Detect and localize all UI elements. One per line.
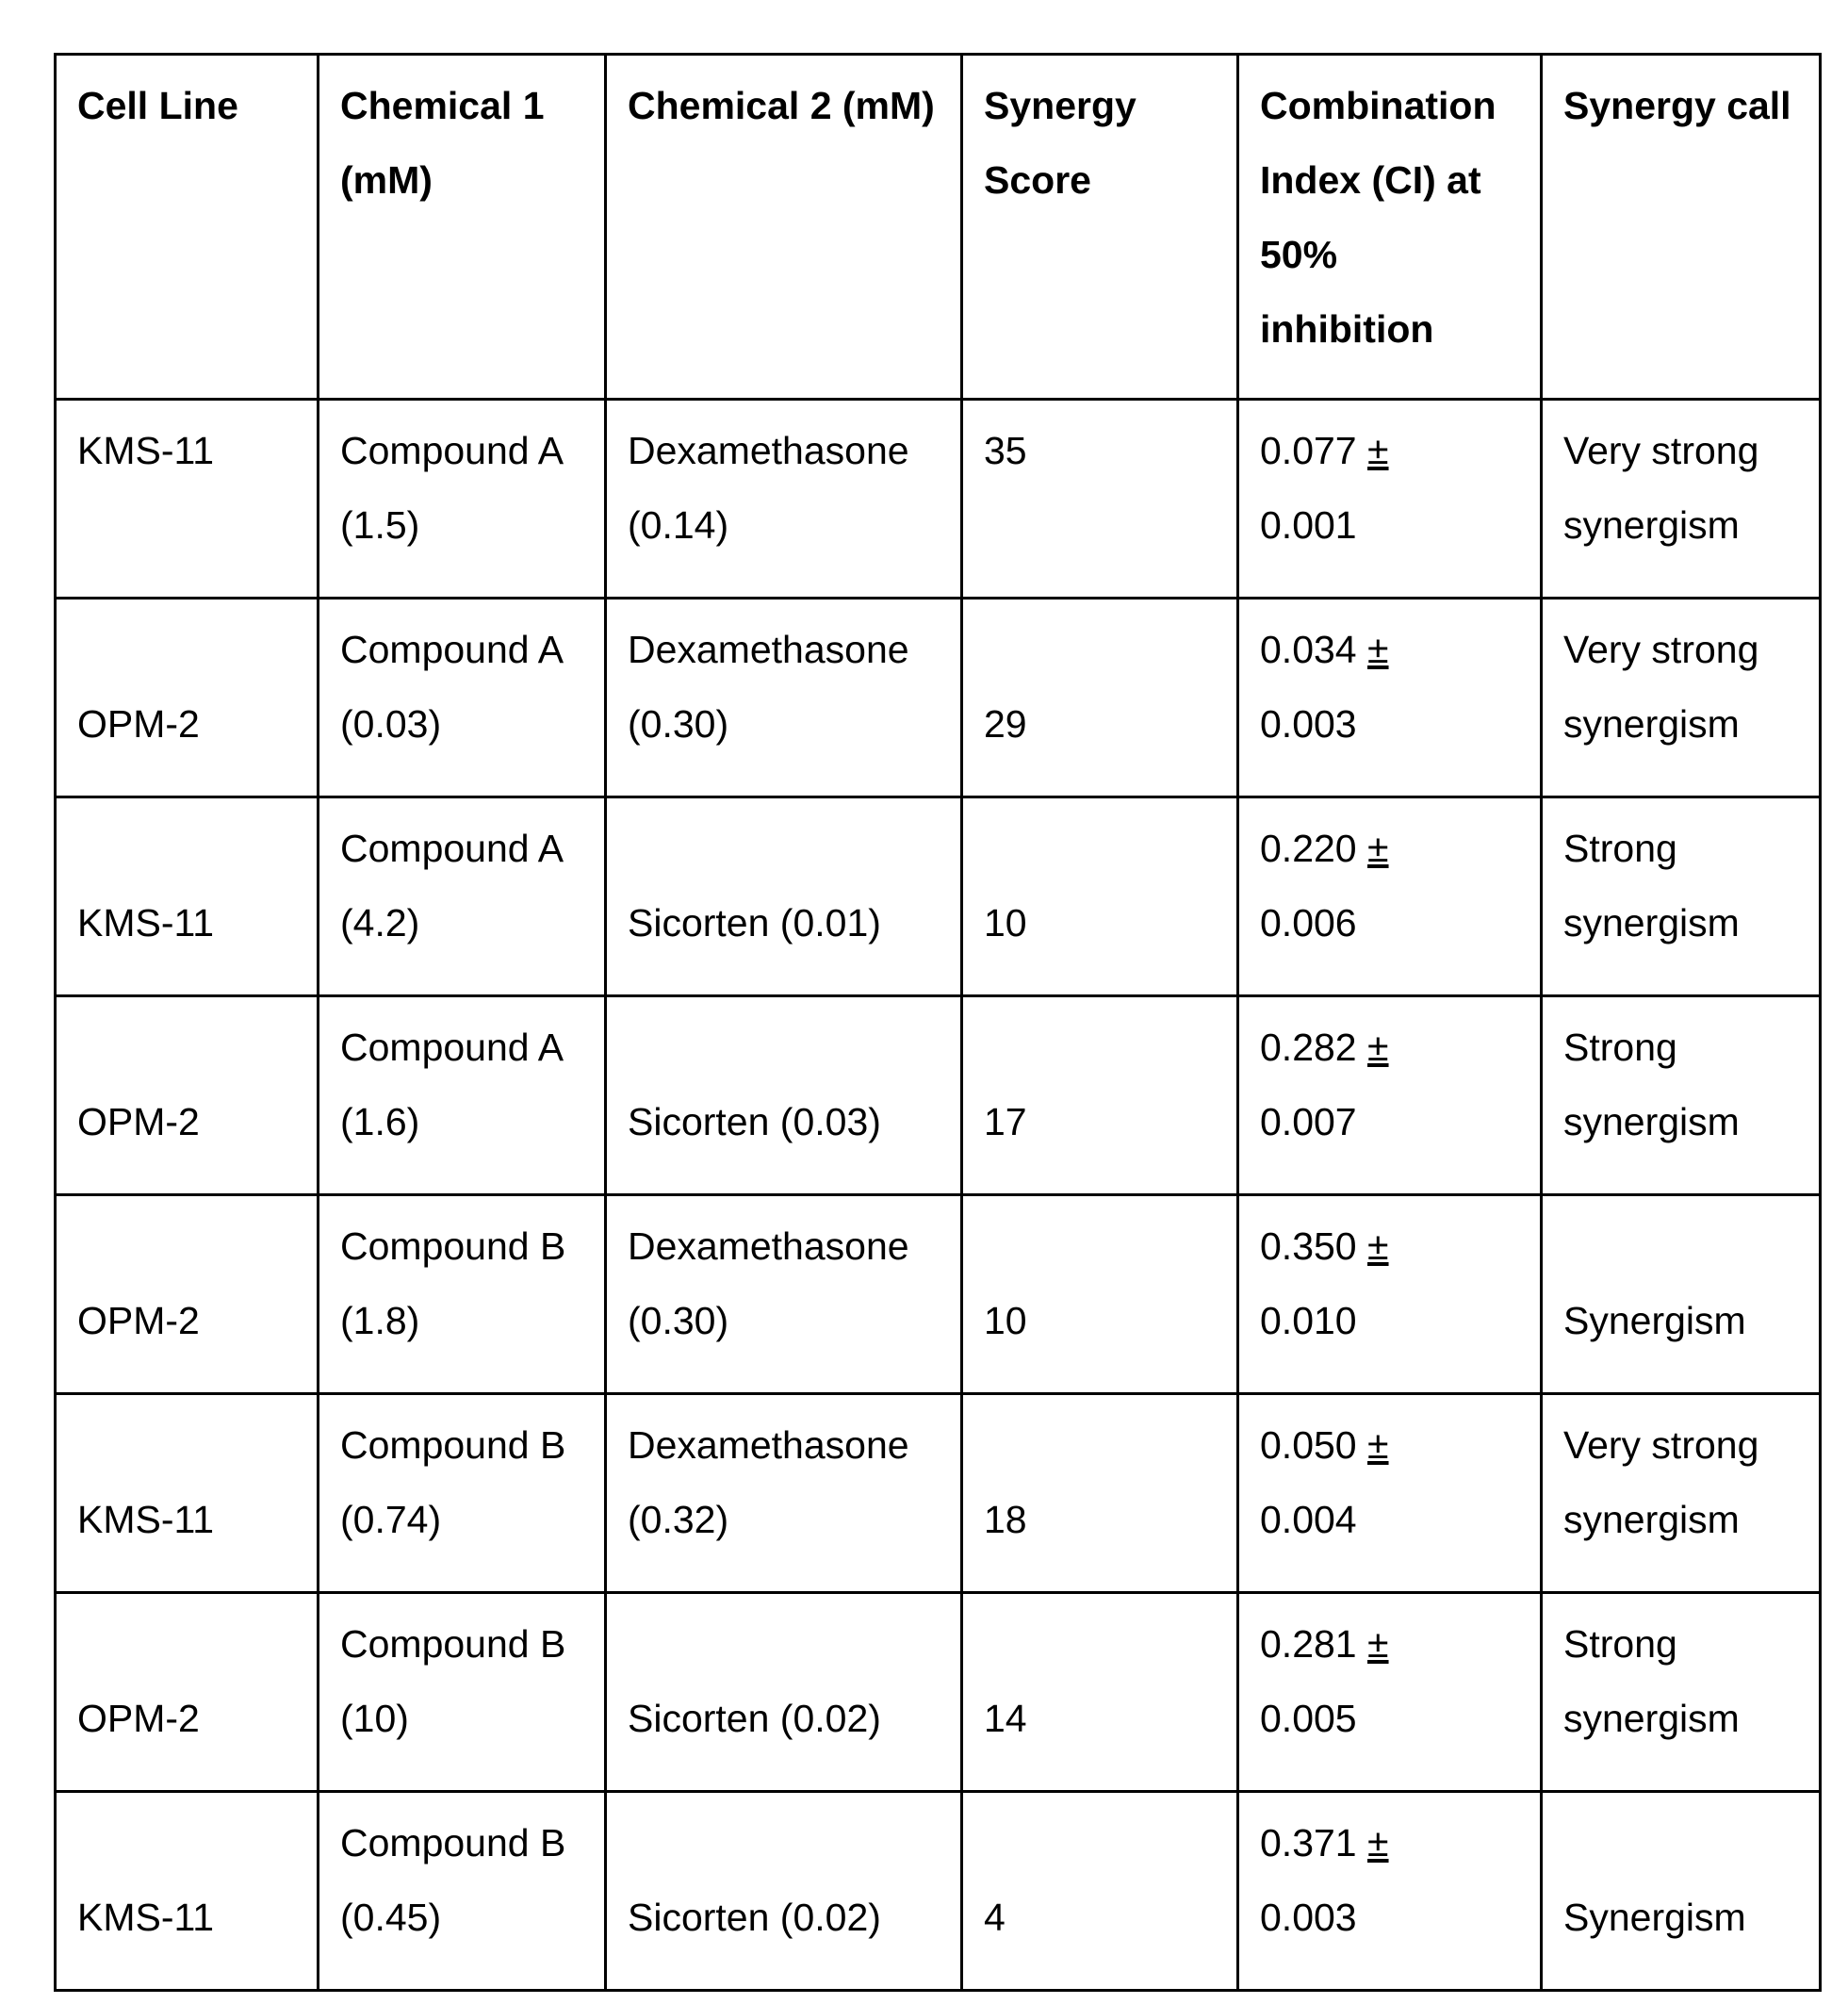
synergy-call: Strong synergism — [1542, 797, 1821, 996]
synergy-score: 35 — [962, 400, 1238, 599]
chemical-2: Sicorten (0.01) — [606, 797, 962, 996]
chemical-2: Dexamethasone (0.30) — [606, 599, 962, 797]
header-synergy-call: Synergy call — [1542, 55, 1821, 400]
synergy-call: Synergism — [1542, 1195, 1821, 1394]
cell-line: OPM-2 — [56, 1195, 319, 1394]
combination-index: 0.220 ± 0.006 — [1238, 797, 1542, 996]
synergy-table — [54, 53, 1822, 1992]
header-row — [56, 55, 1821, 400]
combination-index: 0.371 ± 0.003 — [1238, 1792, 1542, 1991]
plus-minus-symbol: ± — [1367, 628, 1389, 671]
cell-line: KMS-11 — [56, 797, 319, 996]
cell-line: KMS-11 — [56, 400, 319, 599]
table-row — [56, 1593, 1821, 1792]
synergy-call: Synergism — [1542, 1792, 1821, 1991]
table-row — [56, 797, 1821, 996]
plus-minus-symbol: ± — [1367, 827, 1389, 870]
chemical-1: Compound B (0.74) — [319, 1394, 606, 1593]
table-row — [56, 599, 1821, 797]
plus-minus-symbol: ± — [1367, 1622, 1389, 1666]
synergy-score: 10 — [962, 797, 1238, 996]
plus-minus-symbol: ± — [1367, 1821, 1389, 1864]
chemical-1: Compound B (10) — [319, 1593, 606, 1792]
plus-minus-symbol: ± — [1367, 1224, 1389, 1268]
synergy-call: Strong synergism — [1542, 996, 1821, 1195]
plus-minus-symbol: ± — [1367, 1026, 1389, 1069]
header-cell-line: Cell Line — [56, 55, 319, 400]
chemical-1: Compound A (1.6) — [319, 996, 606, 1195]
header-chemical-2: Chemical 2 (mM) — [606, 55, 962, 400]
table-row — [56, 1394, 1821, 1593]
chemical-2: Sicorten (0.02) — [606, 1792, 962, 1991]
cell-line: KMS-11 — [56, 1792, 319, 1991]
synergy-call: Very strong synergism — [1542, 400, 1821, 599]
chemical-2: Sicorten (0.02) — [606, 1593, 962, 1792]
combination-index: 0.034 ± 0.003 — [1238, 599, 1542, 797]
chemical-1: Compound B (1.8) — [319, 1195, 606, 1394]
cell-line: KMS-11 — [56, 1394, 319, 1593]
plus-minus-symbol: ± — [1367, 429, 1389, 472]
table-row — [56, 400, 1821, 599]
chemical-1: Compound A (1.5) — [319, 400, 606, 599]
synergy-score: 17 — [962, 996, 1238, 1195]
synergy-score: 4 — [962, 1792, 1238, 1991]
combination-index: 0.350 ± 0.010 — [1238, 1195, 1542, 1394]
chemical-2: Dexamethasone (0.30) — [606, 1195, 962, 1394]
plus-minus-symbol: ± — [1367, 1423, 1389, 1467]
synergy-call: Very strong synergism — [1542, 599, 1821, 797]
header-synergy-score: Synergy Score — [962, 55, 1238, 400]
synergy-call: Strong synergism — [1542, 1593, 1821, 1792]
table-row — [56, 1195, 1821, 1394]
chemical-1: Compound A (0.03) — [319, 599, 606, 797]
chemical-2: Dexamethasone (0.14) — [606, 400, 962, 599]
cell-line: OPM-2 — [56, 996, 319, 1195]
synergy-call: Very strong synergism — [1542, 1394, 1821, 1593]
table-row — [56, 996, 1821, 1195]
combination-index: 0.050 ± 0.004 — [1238, 1394, 1542, 1593]
combination-index: 0.077 ± 0.001 — [1238, 400, 1542, 599]
synergy-score: 29 — [962, 599, 1238, 797]
header-chemical-1: Chemical 1 (mM) — [319, 55, 606, 400]
synergy-score: 18 — [962, 1394, 1238, 1593]
synergy-score: 14 — [962, 1593, 1238, 1792]
table-row — [56, 1792, 1821, 1991]
combination-index: 0.282 ± 0.007 — [1238, 996, 1542, 1195]
synergy-score: 10 — [962, 1195, 1238, 1394]
chemical-2: Sicorten (0.03) — [606, 996, 962, 1195]
combination-index: 0.281 ± 0.005 — [1238, 1593, 1542, 1792]
header-combination-index: Combination Index (CI) at 50% inhibition — [1238, 55, 1542, 400]
chemical-2: Dexamethasone (0.32) — [606, 1394, 962, 1593]
cell-line: OPM-2 — [56, 599, 319, 797]
chemical-1: Compound B (0.45) — [319, 1792, 606, 1991]
cell-line: OPM-2 — [56, 1593, 319, 1792]
chemical-1: Compound A (4.2) — [319, 797, 606, 996]
